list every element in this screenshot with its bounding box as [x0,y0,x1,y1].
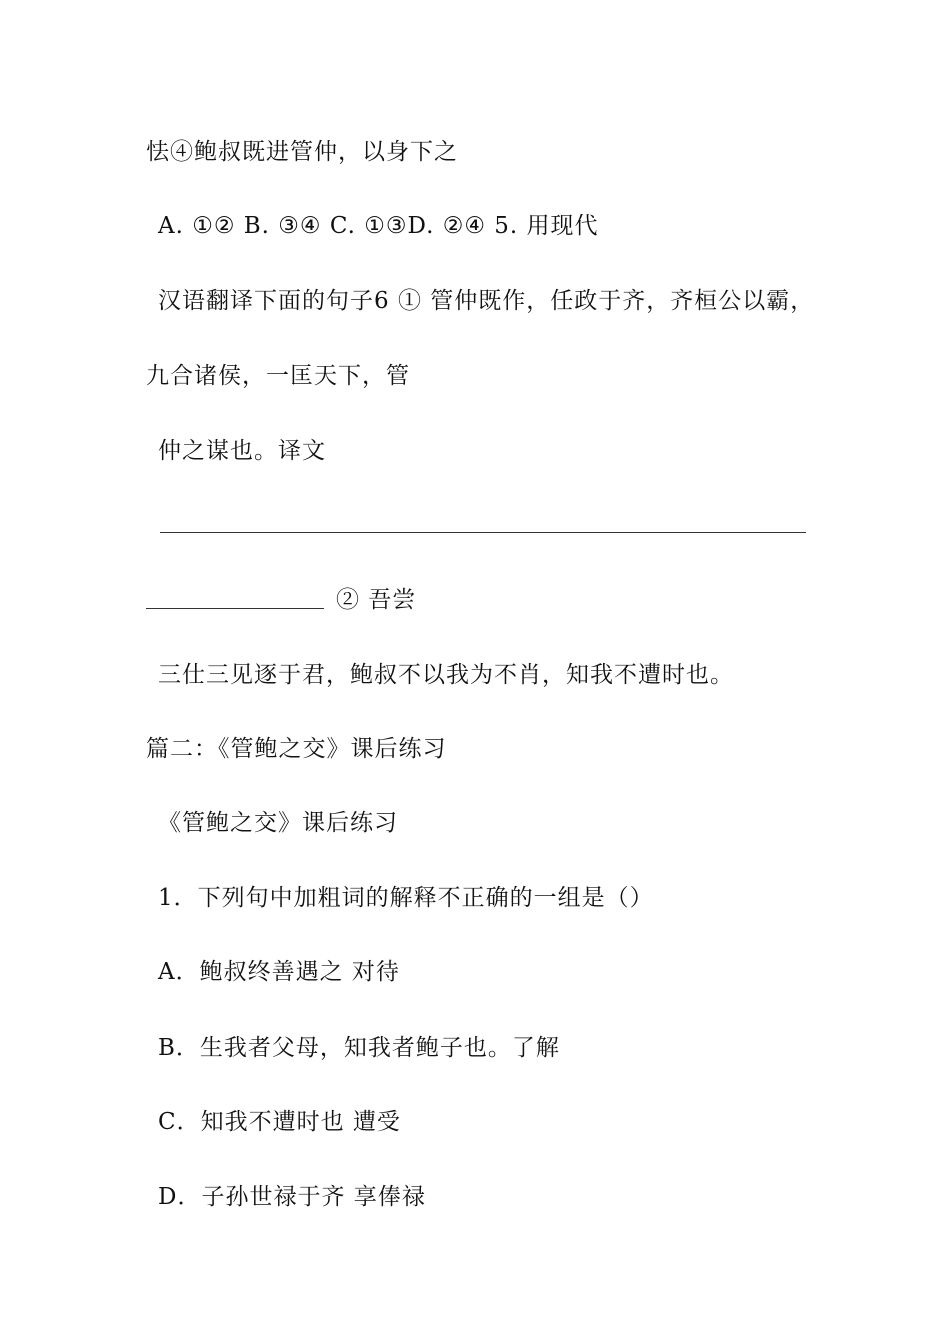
text-line: ② 吾尝 [336,587,417,613]
text-line: 三仕三见逐于君，鲍叔不以我为不肖，知我不遭时也。 [158,662,734,688]
text-line: 仲之谋也。译文 [158,438,326,464]
answer-blank-line [160,532,806,533]
option-a: A．鲍叔终善遇之 对待 [158,959,400,985]
section-heading: 篇二：《管鲍之交》课后练习 [146,736,447,762]
text-line: 九合诸侯，一匡天下，管 [146,363,410,389]
option-c: C．知我不遭时也 遭受 [158,1109,401,1135]
section-title: 《管鲍之交》课后练习 [158,810,398,836]
question-text: 1．下列句中加粗词的解释不正确的一组是（） [158,885,654,911]
text-line: 汉语翻译下面的句子6 ① 管仲既作，任政于齐，齐桓公以霸， [158,288,815,314]
option-b: B．生我者父母，知我者鲍子也。了解 [158,1035,560,1061]
option-d: D．子孙世禄于齐 享俸禄 [158,1184,426,1210]
text-line: 怯④鲍叔既进管仲，以身下之 [146,139,458,165]
answer-blank-line [146,608,324,609]
text-line: A. ①② B. ③④ C. ①③D. ②④ 5. 用现代 [158,213,599,239]
